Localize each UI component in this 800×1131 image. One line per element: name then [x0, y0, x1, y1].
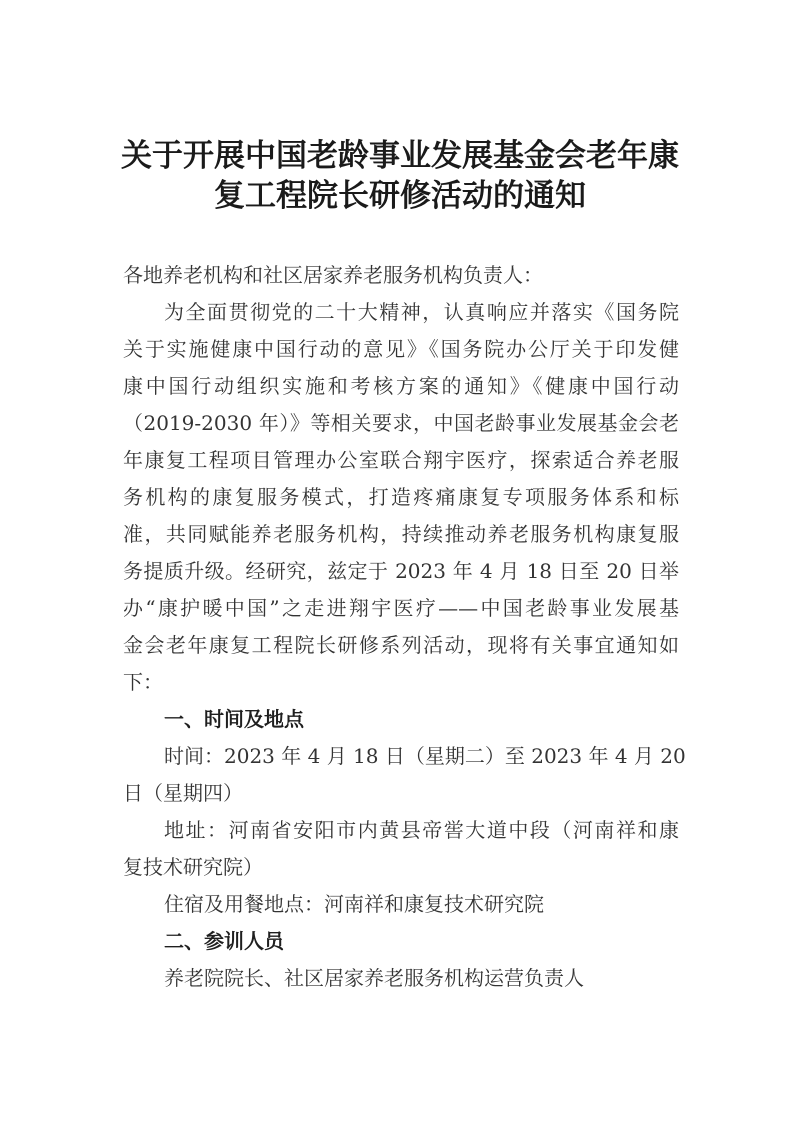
address-line: 复技术研究院）: [123, 855, 263, 879]
time-item: [123, 738, 686, 812]
paragraph-line: 准，共同赋能养老服务机构，持续推动养老服务机构康复服: [123, 522, 679, 546]
time-line: 日（星期四）: [123, 781, 243, 805]
paragraph-line: （2019-2030 年）》等相关要求，中国老龄事业发展基金会老: [123, 411, 679, 435]
paragraph-line: 康中国行动组织实施和考核方案的通知》《健康中国行动: [123, 374, 679, 398]
paragraph-line: 下：: [123, 670, 163, 694]
participants-line: 养老院院长、社区居家养老服务机构运营负责人: [164, 966, 584, 990]
paragraph-line: 务机构的康复服务模式，打造疼痛康复专项服务体系和标: [123, 485, 679, 509]
section-heading: 一、时间及地点: [164, 707, 304, 731]
intro-paragraph: [123, 294, 679, 701]
participants-item: [123, 960, 679, 997]
paragraph-line: 年康复工程项目管理办公室联合翔宇医疗，探索适合养老服: [123, 448, 679, 472]
paragraph-line: 务提质升级。经研究，兹定于 2023 年 4 月 18 日至 20 日举: [123, 559, 679, 583]
paragraph-line: 关于实施健康中国行动的意见》《国务院办公厅关于印发健: [123, 337, 679, 361]
title-line-2: 复工程院长研修活动的通知: [214, 178, 586, 214]
lodging-line: 住宿及用餐地点：河南祥和康复技术研究院: [164, 892, 544, 916]
document-body: [123, 257, 686, 997]
paragraph-line: 为全面贯彻党的二十大精神，认真响应并落实《国务院: [164, 300, 679, 324]
salutation: 各地养老机构和社区居家养老服务机构负责人：: [123, 263, 543, 287]
paragraph-line: 办“康护暖中国”之走进翔宇医疗——中国老龄事业发展基: [123, 596, 679, 620]
address-item: [123, 812, 679, 886]
section-participants: [123, 923, 679, 997]
title-line-1: 关于开展中国老龄事业发展基金会老年康: [121, 138, 679, 174]
section-heading: 二、参训人员: [164, 929, 284, 953]
paragraph-line: 金会老年康复工程院长研修系列活动，现将有关事宜通知如: [123, 633, 679, 657]
document-title: [100, 136, 700, 216]
address-line: 地址：河南省安阳市内黄县帝喾大道中段（河南祥和康: [164, 818, 679, 842]
section-time-location: [123, 701, 686, 923]
time-line: 时间：2023 年 4 月 18 日（星期二）至 2023 年 4 月 20: [164, 744, 686, 768]
lodging-item: [123, 886, 679, 923]
